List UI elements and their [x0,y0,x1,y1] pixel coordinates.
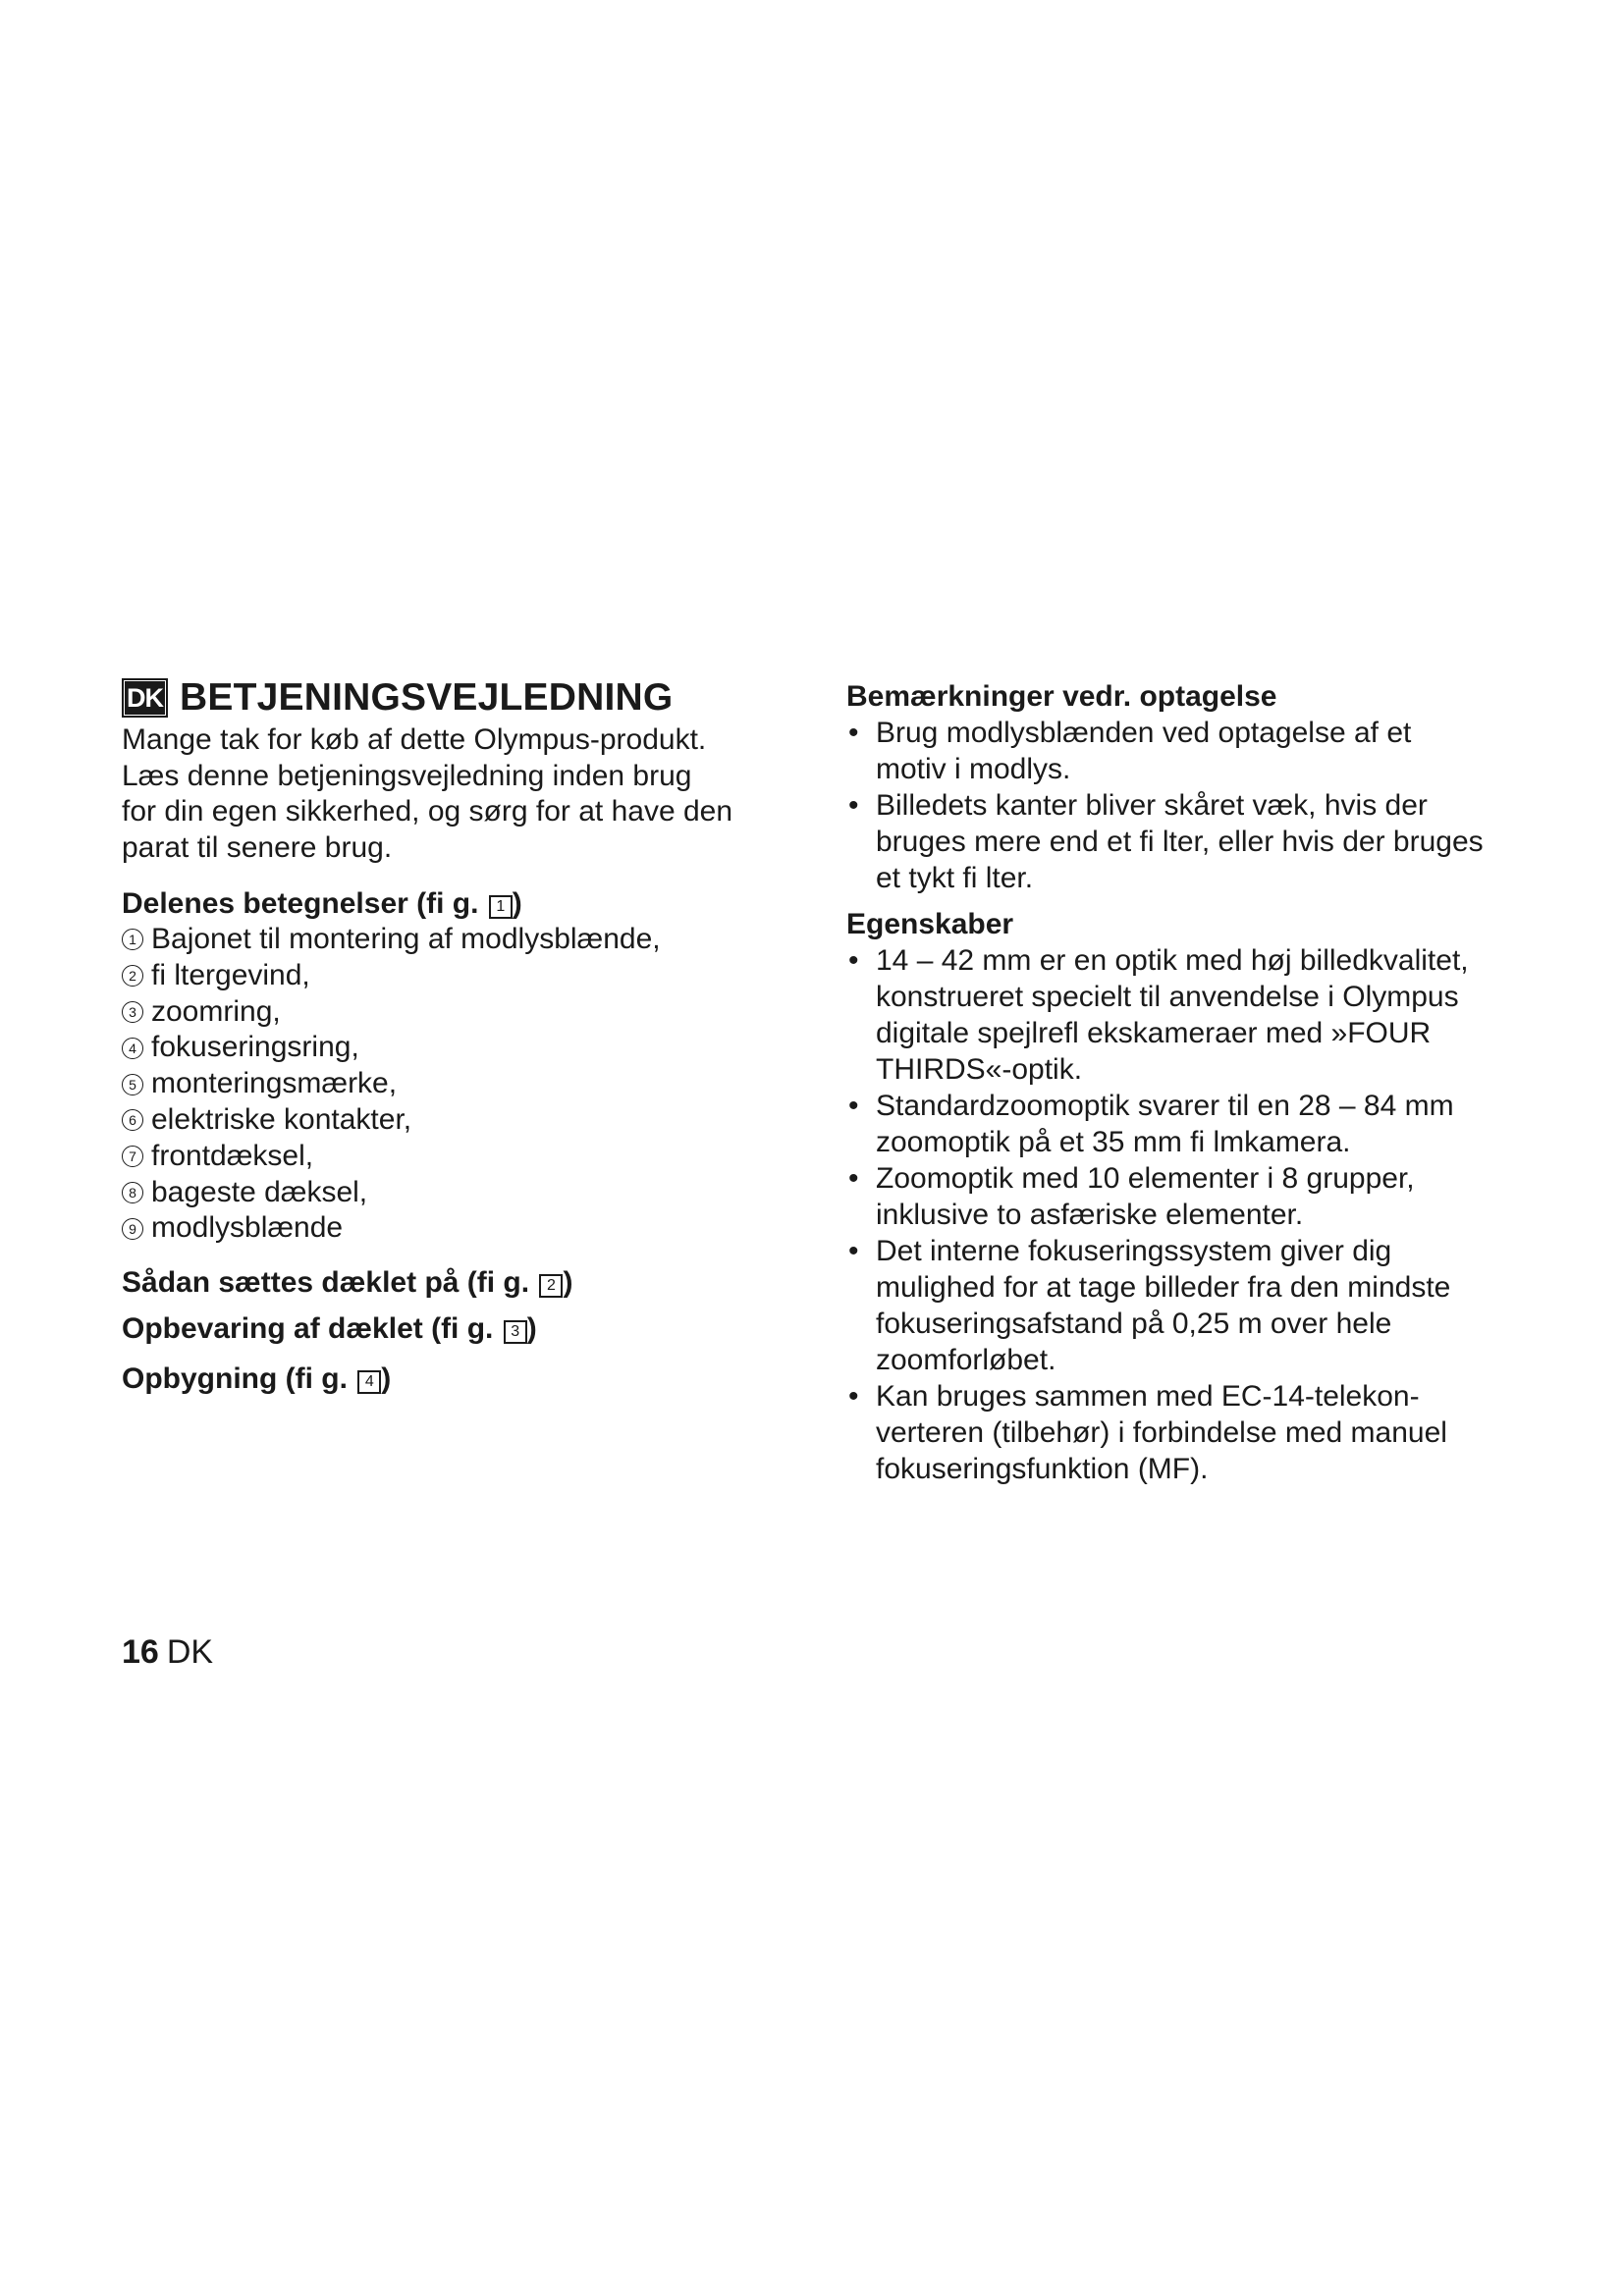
figure-ref-4: 4 [357,1370,381,1394]
features-list-item [846,1378,1534,1487]
circled-number: 1 [122,929,143,950]
parts-list-item [122,1066,789,1102]
features-list [846,942,1534,1487]
circled-number: 8 [122,1182,143,1203]
notes-heading: Bemærkninger vedr. optagelse [846,680,1277,713]
parts-list-item [122,994,789,1031]
cap-heading-text: Opbygning (fi g. [122,1362,348,1396]
intro-line: Mange tak for køb af dette Olympus-produkt. [122,723,707,756]
notes-list-item [846,787,1534,896]
circled-number: 6 [122,1109,143,1131]
parts-list-item [122,1139,789,1175]
bullet-line: inklusive to asfæriske elementer. [876,1199,1304,1231]
bullet-icon: • [848,1380,859,1413]
notes-list [846,715,1534,896]
parts-list-item [122,1210,789,1247]
bullet-line: bruges mere end et fi lter, eller hvis der bruges [876,826,1484,858]
bullet-icon: • [848,1235,859,1267]
parts-item-text: monteringsmærke, [151,1067,398,1100]
bullet-line: et tykt fi lter. [876,862,1034,894]
figure-ref-3: 3 [504,1320,527,1344]
bullet-line: digitale spejlrefl ekskameraer med »FOUR [876,1017,1432,1049]
page-number: 16 [122,1633,159,1671]
parts-list-item [122,922,789,958]
bullet-line: motiv i modlys. [876,753,1071,785]
bullet-line: THIRDS«-optik. [876,1053,1083,1086]
page-footer [122,1632,213,1672]
intro-text [122,722,789,866]
parts-list [122,922,789,1247]
parts-list-item [122,1102,789,1139]
footer-language: DK [166,1633,214,1671]
bullet-icon: • [848,789,859,822]
cap-heading-close: ) [381,1362,392,1396]
cap-heading-close: ) [526,1312,537,1346]
cap-storage-heading [122,1310,789,1347]
cap-heading-close: ) [563,1266,573,1300]
bullet-line: 14 – 42 mm er en optik med høj billedkvalitet, [876,944,1469,977]
bullet-icon: • [848,717,859,749]
bullet-icon: • [848,1162,859,1195]
parts-item-text: bageste dæksel, [151,1175,368,1208]
bullet-line: fokuseringsafstand på 0,25 m over hele [876,1308,1392,1340]
circled-number: 7 [122,1146,143,1167]
bullet-line: mulighed for at tage billeder fra den mindste [876,1271,1451,1304]
figure-ref-1: 1 [489,895,513,919]
cap-heading-text: Sådan sættes dæklet på (fi g. [122,1266,530,1300]
title-row [122,675,789,721]
parts-list-item [122,958,789,994]
intro-line: Læs denne betjeningsvejledning inden brug [122,759,692,792]
features-list-item [846,1088,1534,1160]
parts-item-text: fi ltergevind, [151,958,310,991]
figure-ref-2: 2 [539,1274,563,1298]
right-column [846,675,1534,1487]
page-title: BETJENINGSVEJLEDNING [180,676,674,719]
circled-number: 3 [122,1001,143,1023]
intro-line: parat til senere brug. [122,830,393,864]
parts-item-text: Bajonet til montering af modlysblænde, [151,923,661,955]
parts-item-text: zoomring, [151,994,281,1028]
bullet-line: Kan bruges sammen med EC-14-telekon- [876,1380,1420,1413]
bullet-line: Zoomoptik med 10 elementer i 8 grupper, [876,1162,1415,1195]
parts-item-text: elektriske kontakter, [151,1102,412,1136]
circled-number: 2 [122,965,143,987]
construction-heading [122,1361,789,1397]
parts-list-item [122,1030,789,1066]
features-list-item [846,1160,1534,1233]
bullet-line: Standardzoomoptik svarer til en 28 – 84 mm [876,1090,1454,1122]
features-list-item [846,942,1534,1088]
bullet-line: konstrueret specielt til anvendelse i Olympus [876,981,1459,1013]
language-badge: DK [122,678,168,718]
bullet-line: zoomforløbet. [876,1344,1056,1376]
cap-heading-text: Opbevaring af dæklet (fi g. [122,1312,494,1346]
notes-list-item [846,715,1534,787]
bullet-icon: • [848,944,859,977]
parts-list-item [122,1175,789,1211]
features-list-item [846,1233,1534,1378]
bullet-icon: • [848,1090,859,1122]
parts-heading [122,885,789,922]
parts-heading-close: ) [512,887,522,920]
circled-number: 9 [122,1218,143,1240]
circled-number: 5 [122,1074,143,1095]
bullet-line: Det interne fokuseringssystem giver dig [876,1235,1392,1267]
parts-item-text: frontdæksel, [151,1139,314,1172]
parts-item-text: modlysblænde [151,1211,344,1245]
bullet-line: Brug modlysblænden ved optagelse af et [876,717,1412,749]
bullet-line: verteren (tilbehør) i forbindelse med manuel [876,1416,1447,1449]
left-column [122,675,789,1397]
intro-line: for din egen sikkerhed, og sørg for at have den [122,795,733,828]
parts-item-text: fokuseringsring, [151,1031,359,1064]
cap-attach-heading [122,1264,789,1301]
bullet-line: zoomoptik på et 35 mm fi lmkamera. [876,1126,1351,1158]
features-heading: Egenskaber [846,908,1014,940]
bullet-line: Billedets kanter bliver skåret væk, hvis der [876,789,1428,822]
bullet-line: fokuseringsfunktion (MF). [876,1453,1209,1485]
circled-number: 4 [122,1038,143,1059]
parts-heading-text: Delenes betegnelser (fi g. [122,887,479,920]
